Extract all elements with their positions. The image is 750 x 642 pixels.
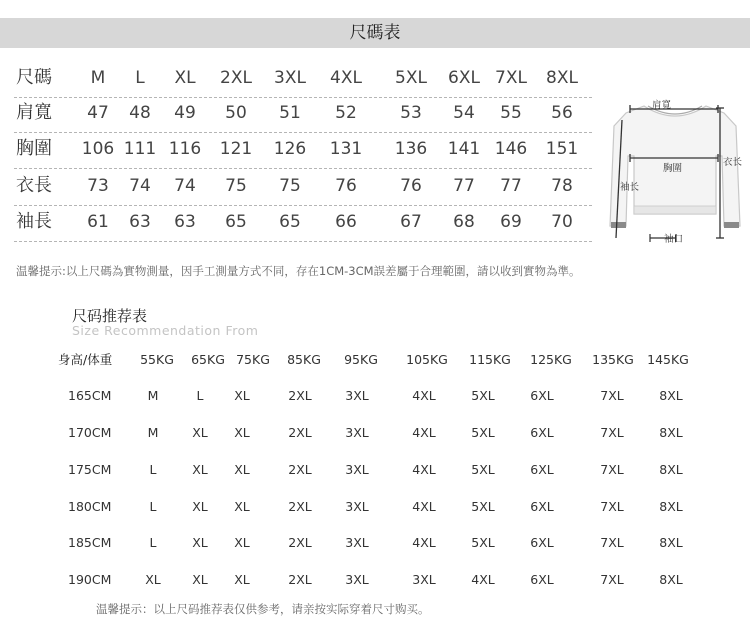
size-chart-row xyxy=(14,169,592,206)
height-cell: 170CM xyxy=(68,425,112,440)
size-chart-row xyxy=(14,96,592,133)
height-cell: 180CM xyxy=(68,499,112,514)
recommend-size-cell: 4XL xyxy=(471,572,495,587)
size-chart-cell: 49 xyxy=(174,103,196,123)
shirt-measurement-diagram xyxy=(606,98,746,250)
weight-header-cell: 145KG xyxy=(647,352,689,367)
recommend-row xyxy=(0,386,750,406)
recommend-size-cell: L xyxy=(149,462,157,477)
recommend-size-cell: 6XL xyxy=(530,499,554,514)
size-chart-row xyxy=(14,132,592,169)
garment-diagram xyxy=(606,98,746,250)
recommend-size-cell: 3XL xyxy=(345,535,369,550)
size-chart-cell: 146 xyxy=(494,139,528,159)
recommend-size-cell: 4XL xyxy=(412,425,436,440)
recommend-size-cell: 2XL xyxy=(288,499,312,514)
size-chart-cell: 63 xyxy=(129,212,151,232)
size-chart-cell: 78 xyxy=(551,176,573,196)
recommend-size-cell: 3XL xyxy=(345,388,369,403)
recommend-size-cell: XL xyxy=(192,499,208,514)
weight-header-cell: 75KG xyxy=(236,352,270,367)
recommend-size-cell: 4XL xyxy=(412,462,436,477)
recommend-size-cell: 8XL xyxy=(659,535,683,550)
sleeve-label: 袖长 xyxy=(620,182,640,193)
recommend-size-cell: L xyxy=(149,535,157,550)
recommend-size-cell: 7XL xyxy=(600,462,624,477)
size-chart-cell: 68 xyxy=(453,212,475,232)
recommend-size-cell: XL xyxy=(234,572,250,587)
size-chart-cell: 51 xyxy=(279,103,301,123)
size-chart-cell: 63 xyxy=(174,212,196,232)
recommend-size-cell: 5XL xyxy=(471,499,495,514)
recommend-size-cell: 2XL xyxy=(288,425,312,440)
size-chart-cell: 151 xyxy=(545,139,579,159)
size-chart-row-label: 袖長 xyxy=(16,211,52,232)
recommend-size-cell: 8XL xyxy=(659,572,683,587)
recommend-row xyxy=(0,570,750,590)
height-cell: 190CM xyxy=(68,572,112,587)
recommend-size-cell: XL xyxy=(145,572,161,587)
title-bar xyxy=(0,18,750,48)
size-chart-cell: 70 xyxy=(551,212,573,232)
recommend-size-cell: 8XL xyxy=(659,425,683,440)
recommend-size-cell: XL xyxy=(192,535,208,550)
size-chart-cell: 6XL xyxy=(448,68,480,88)
size-chart-cell: 54 xyxy=(453,103,475,123)
size-chart-cell: 131 xyxy=(329,139,363,159)
recommend-note: 温馨提示：以上尺码推荐表仅供参考，请亲按实际穿着尺寸购买。 xyxy=(96,602,430,616)
size-chart-cell: 8XL xyxy=(546,68,578,88)
recommend-size-cell: XL xyxy=(234,388,250,403)
page-title: 尺碼表 xyxy=(349,23,401,43)
recommend-size-cell: XL xyxy=(234,499,250,514)
size-chart-row-label: 肩寬 xyxy=(16,102,52,123)
size-chart-cell: 121 xyxy=(219,139,253,159)
shoulder-label: 肩寬 xyxy=(652,100,672,111)
recommend-size-cell: 5XL xyxy=(471,388,495,403)
height-cell: 185CM xyxy=(68,535,112,550)
recommend-subtitle: Size Recommendation From xyxy=(72,323,259,338)
size-chart-cell: 5XL xyxy=(395,68,427,88)
recommend-header-row xyxy=(0,350,750,370)
recommend-size-cell: 6XL xyxy=(530,425,554,440)
size-chart-cell: 55 xyxy=(500,103,522,123)
size-chart-cell: 7XL xyxy=(495,68,527,88)
chest-label: 胸圍 xyxy=(663,163,683,174)
recommend-size-cell: 3XL xyxy=(345,425,369,440)
size-chart-cell: 2XL xyxy=(220,68,252,88)
measurement-note: 温馨提示:以上尺碼為實物測量，因手工測量方式不同，存在1CM-3CM誤差屬于合理範圍，請以收到實物為準。 xyxy=(16,264,581,278)
cuff-label: 袖口 xyxy=(664,234,684,245)
recommend-size-cell: 7XL xyxy=(600,535,624,550)
size-chart-cell: 52 xyxy=(335,103,357,123)
recommend-size-cell: 8XL xyxy=(659,462,683,477)
recommend-size-cell: L xyxy=(149,499,157,514)
recommend-size-cell: 2XL xyxy=(288,388,312,403)
size-chart-row-label: 胸圍 xyxy=(16,138,52,159)
weight-header-cell: 125KG xyxy=(530,352,572,367)
size-chart-row xyxy=(14,205,592,242)
recommend-size-cell: 8XL xyxy=(659,388,683,403)
size-chart-cell: 65 xyxy=(279,212,301,232)
size-chart-cell: 50 xyxy=(225,103,247,123)
size-chart-cell: 74 xyxy=(174,176,196,196)
recommend-size-cell: 5XL xyxy=(471,425,495,440)
recommend-size-cell: M xyxy=(147,425,159,440)
weight-header-cell: 135KG xyxy=(592,352,634,367)
recommend-size-cell: 3XL xyxy=(345,462,369,477)
recommend-size-cell: 3XL xyxy=(345,499,369,514)
height-cell: 165CM xyxy=(68,388,112,403)
recommend-size-cell: 6XL xyxy=(530,535,554,550)
recommend-size-cell: 4XL xyxy=(412,499,436,514)
recommend-size-cell: 7XL xyxy=(600,572,624,587)
recommend-size-cell: 4XL xyxy=(412,388,436,403)
recommend-size-cell: 7XL xyxy=(600,388,624,403)
recommend-size-cell: 3XL xyxy=(345,572,369,587)
recommend-header-label: 身高/体重 xyxy=(58,352,113,367)
size-chart-row-label: 衣長 xyxy=(16,175,52,196)
recommend-size-cell: 2XL xyxy=(288,462,312,477)
length-label: 衣长 xyxy=(723,157,743,168)
recommend-size-cell: 8XL xyxy=(659,499,683,514)
size-chart-row-label: 尺碼 xyxy=(16,67,52,88)
size-chart-header-row xyxy=(14,61,592,98)
recommend-row xyxy=(0,460,750,480)
recommend-size-cell: 5XL xyxy=(471,462,495,477)
size-chart-cell: 75 xyxy=(279,176,301,196)
recommend-size-cell: 7XL xyxy=(600,425,624,440)
size-chart-cell: 126 xyxy=(273,139,307,159)
size-chart-cell: 48 xyxy=(129,103,151,123)
size-chart-cell: 65 xyxy=(225,212,247,232)
recommend-size-cell: 5XL xyxy=(471,535,495,550)
recommend-size-cell: XL xyxy=(234,535,250,550)
weight-header-cell: 95KG xyxy=(344,352,378,367)
recommend-title: 尺码推荐表 xyxy=(72,307,148,325)
weight-header-cell: 55KG xyxy=(140,352,174,367)
recommend-row xyxy=(0,423,750,443)
recommend-size-cell: 2XL xyxy=(288,535,312,550)
size-chart-cell: 76 xyxy=(400,176,422,196)
size-chart-cell: 76 xyxy=(335,176,357,196)
recommend-size-cell: XL xyxy=(192,425,208,440)
size-chart-cell: 73 xyxy=(87,176,109,196)
size-chart-cell: 141 xyxy=(447,139,481,159)
weight-header-cell: 85KG xyxy=(287,352,321,367)
size-chart-cell: 47 xyxy=(87,103,109,123)
recommend-size-cell: 6XL xyxy=(530,462,554,477)
weight-header-cell: 65KG xyxy=(191,352,225,367)
size-chart-cell: 74 xyxy=(129,176,151,196)
recommend-size-cell: 4XL xyxy=(412,535,436,550)
recommend-row xyxy=(0,497,750,517)
size-chart-cell: 53 xyxy=(400,103,422,123)
size-chart-cell: 67 xyxy=(400,212,422,232)
recommend-size-cell: 2XL xyxy=(288,572,312,587)
size-chart-cell: L xyxy=(135,68,145,88)
height-cell: 175CM xyxy=(68,462,112,477)
recommend-size-cell: L xyxy=(196,388,204,403)
size-chart-cell: 77 xyxy=(500,176,522,196)
recommend-size-cell: XL xyxy=(192,572,208,587)
recommend-size-cell: XL xyxy=(234,462,250,477)
recommend-size-cell: 3XL xyxy=(412,572,436,587)
recommend-size-cell: 7XL xyxy=(600,499,624,514)
size-chart-cell: 66 xyxy=(335,212,357,232)
size-chart-cell: M xyxy=(90,68,106,88)
size-chart-cell: 69 xyxy=(500,212,522,232)
size-chart-cell: 136 xyxy=(394,139,428,159)
recommend-size-cell: M xyxy=(147,388,159,403)
size-chart-cell: 116 xyxy=(168,139,202,159)
size-chart-cell: 56 xyxy=(551,103,573,123)
size-chart-cell: 75 xyxy=(225,176,247,196)
recommend-size-cell: XL xyxy=(234,425,250,440)
recommend-size-cell: 6XL xyxy=(530,388,554,403)
recommend-size-cell: 6XL xyxy=(530,572,554,587)
size-chart-cell: 106 xyxy=(81,139,115,159)
size-chart-cell: XL xyxy=(174,68,196,88)
size-chart-cell: 77 xyxy=(453,176,475,196)
size-chart-cell: 61 xyxy=(87,212,109,232)
recommend-row xyxy=(0,533,750,553)
weight-header-cell: 105KG xyxy=(406,352,448,367)
size-chart-cell: 4XL xyxy=(330,68,362,88)
weight-header-cell: 115KG xyxy=(469,352,511,367)
recommend-size-cell: XL xyxy=(192,462,208,477)
size-chart-cell: 3XL xyxy=(274,68,306,88)
size-chart-cell: 111 xyxy=(123,139,157,159)
